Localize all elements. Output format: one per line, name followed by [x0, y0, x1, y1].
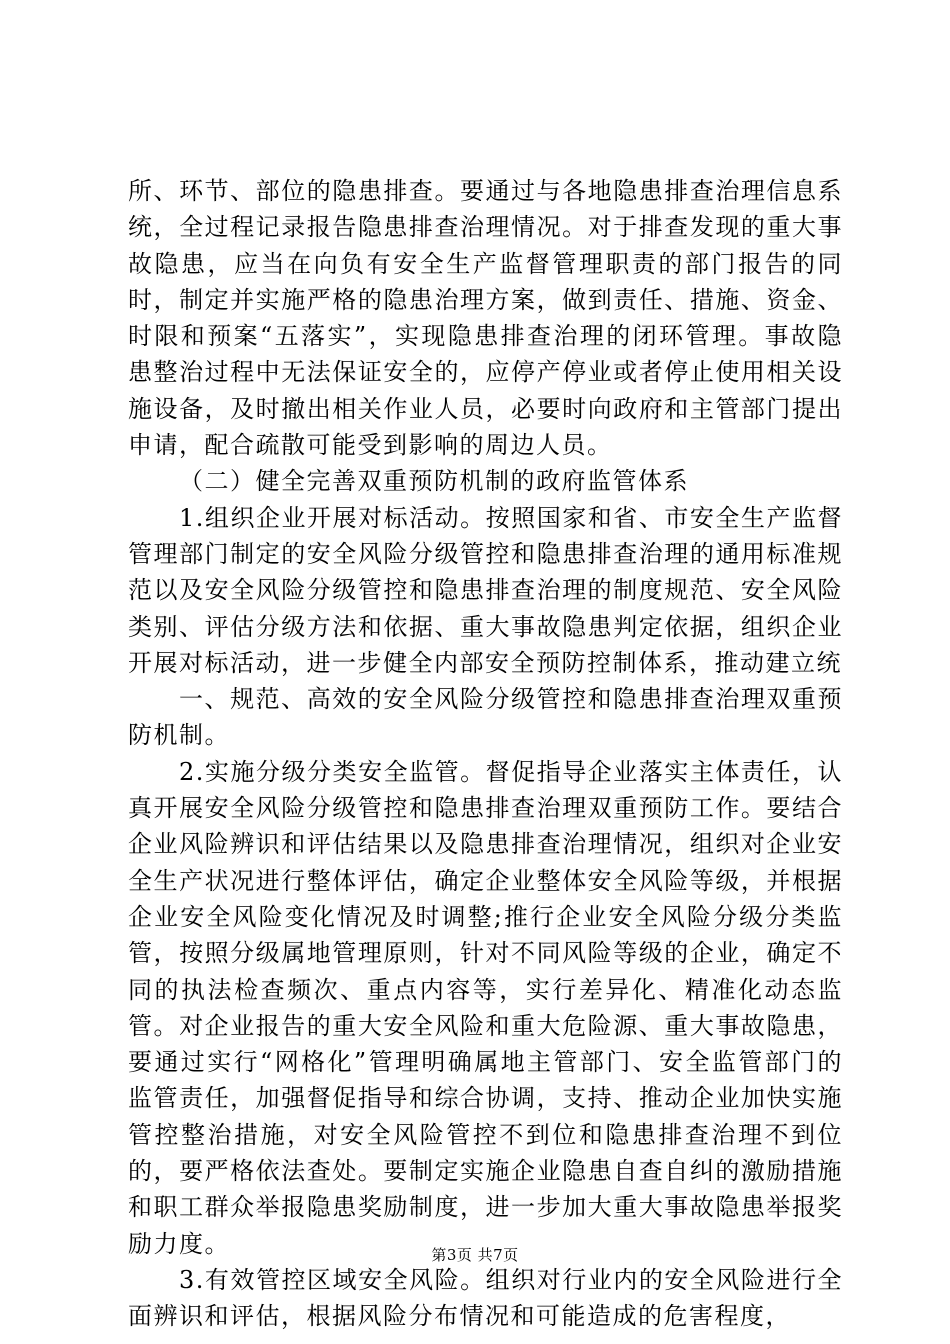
document-body: [128, 173, 843, 1335]
paragraph-item-3: 3.有效管控区域安全风险。组织对行业内的安全风险进行全面辨识和评估，根据风险分布情况和可能造成的危害程度，: [128, 1265, 843, 1331]
page-footer: 第3页 共7页: [431, 1246, 519, 1264]
paragraph-item-1-continued: 一、规范、高效的安全风险分级管控和隐患排查治理双重预防机制。: [128, 685, 843, 750]
paragraph-continuation: 所、环节、部位的隐患排查。要通过与各地隐患排查治理信息系统，全过程记录报告隐患排查治理情况。对于排查发现的重大事故隐患，应当在向负有安全生产监督管理职责的部门报告的同时，制定并实施严格的隐患治理方案，做到责任、措施、资金、时限和预案“五落实”，实现隐患排查治理的闭环管理。事故隐患整治过程中无法保证安全的，应停产停业或者停止使用相关设施设备，及时撤出相关作业人员，必要时向政府和主管部门提出申请，配合疏散可能受到影响的周边人员。: [128, 177, 843, 460]
paragraph-item-1: 1.组织企业开展对标活动。按照国家和省、市安全生产监督管理部门制定的安全风险分级管控和隐患排查治理的通用标准规范以及安全风险分级管控和隐患排查治理的制度规范、安全风险类别、评估分级方法和依据、重大事故隐患判定依据，组织企业开展对标活动，进一步健全内部安全预防控制体系，推动建立统: [128, 503, 843, 677]
section-heading: （二）健全完善双重预防机制的政府监管体系: [179, 467, 689, 496]
paragraph-item-2: 2.实施分级分类安全监管。督促指导企业落实主体责任，认真开展安全风险分级管控和隐患排查治理双重预防工作。要结合企业风险辨识和评估结果以及隐患排查治理情况，组织对企业安全生产状况进行整体评估，确定企业整体安全风险等级，并根据企业安全风险变化情况及时调整;推行企业安全风险分级分类监管，按照分级属地管理原则，针对不同风险等级的企业，确定不同的执法检查频次、重点内容等，实行差异化、精准化动态监管。对企业报告的重大安全风险和重大危险源、重大事故隐患，要通过实行“网格化”管理明确属地主管部门、安全监管部门的监管责任，加强督促指导和综合协调，支持、推动企业加快实施管控整治措施，对安全风险管控不到位和隐患排查治理不到位的，要严格依法查处。要制定实施企业隐患自查自纠的激励措施和职工群众举报隐患奖励制度，进一步加大重大事故隐患举报奖励力度。: [128, 757, 843, 1258]
